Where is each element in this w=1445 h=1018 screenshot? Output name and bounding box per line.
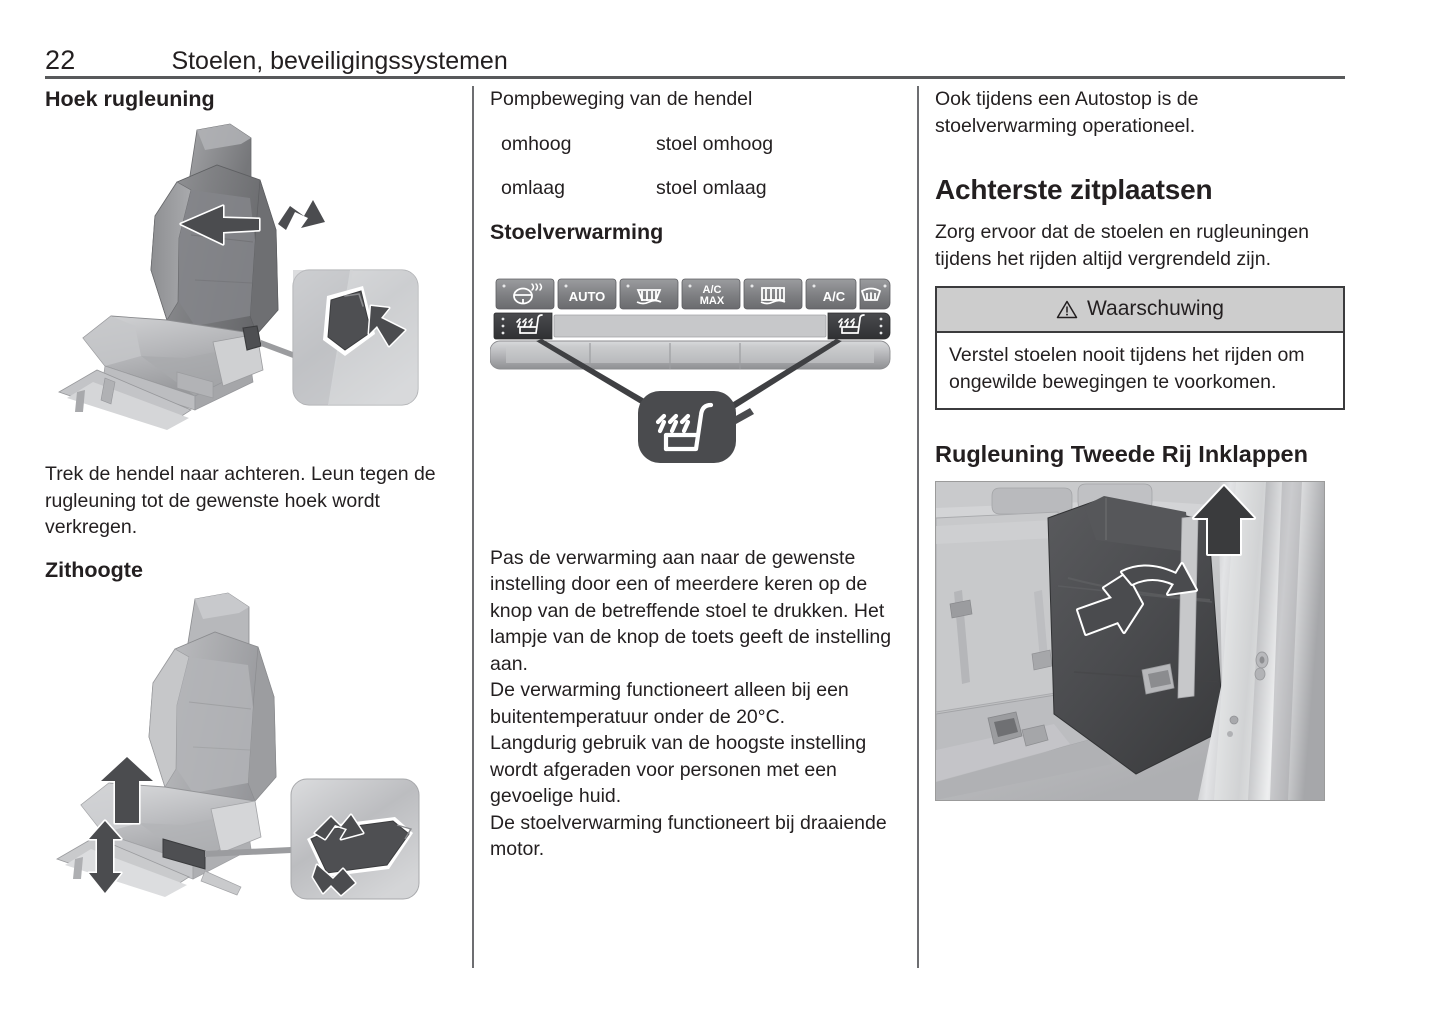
column-divider-2 bbox=[917, 86, 919, 968]
rear-seat-folding-photo bbox=[935, 481, 1325, 801]
page-number: 22 bbox=[45, 45, 76, 75]
definition-desc-omhoog: stoel omhoog bbox=[656, 132, 774, 155]
warning-box-title: Waarschuwing bbox=[1087, 297, 1224, 320]
warning-box bbox=[935, 286, 1345, 410]
column-middle bbox=[490, 86, 895, 863]
rear-seat-photo-svg bbox=[936, 482, 1324, 800]
page-title: Stoelen, beveiligingssystemen bbox=[171, 47, 508, 75]
lead-pompbeweging: Pompbeweging van de hendel bbox=[490, 88, 753, 110]
seat-height-illustration bbox=[45, 589, 450, 909]
heading-hoek-rugleuning: Hoek rugleuning bbox=[45, 87, 215, 111]
svg-text:A/C: A/C bbox=[702, 283, 722, 296]
paragraph-zorg-ervoor: Zorg ervoor dat de stoelen en rugleuningen tijdens het rijden altijd vergrendeld zijn. bbox=[935, 221, 1310, 270]
climate-top-buttons bbox=[496, 279, 890, 309]
heading-stoelverwarming: Stoelverwarming bbox=[490, 219, 664, 244]
svg-text:MAX: MAX bbox=[699, 294, 725, 307]
svg-text:A/C: A/C bbox=[822, 288, 846, 304]
definition-term-omlaag: omlaag bbox=[501, 176, 565, 199]
seat-angle-svg bbox=[45, 120, 450, 445]
paragraph-draaiende-motor: De stoelverwarming functioneert bij draaiende motor. bbox=[490, 811, 887, 860]
svg-text:AUTO: AUTO bbox=[568, 288, 606, 304]
paragraph-langdurig-gebruik: Langdurig gebruik van de hoogste instelling wordt afgeraden voor personen met een gevoelige huid. bbox=[490, 732, 867, 807]
column-right bbox=[935, 86, 1345, 801]
definition-term-omhoog: omhoog bbox=[501, 132, 572, 155]
paragraph-pas-de-verwarming: Pas de verwarming aan naar de gewenste instelling door een of meerdere keren op de knop van de betreffende stoel te drukken. Het lampje van de knop de toets geeft de instelling aan. bbox=[490, 546, 892, 675]
definition-row-omlaag bbox=[490, 175, 895, 201]
seat-backrest-angle-illustration bbox=[45, 120, 450, 445]
definition-row-omhoog bbox=[490, 131, 895, 157]
climate-control-panel-illustration bbox=[490, 271, 895, 521]
page-header bbox=[45, 38, 1345, 74]
warning-box-header bbox=[937, 288, 1343, 333]
climate-panel-svg bbox=[490, 271, 895, 521]
seat-height-svg bbox=[45, 589, 450, 909]
column-left bbox=[45, 86, 450, 909]
header-rule bbox=[45, 76, 1345, 79]
warning-triangle-icon bbox=[1056, 300, 1078, 319]
paragraph-autostop: Ook tijdens een Autostop is de stoelverwarming operationeel. bbox=[935, 88, 1199, 137]
heading-rugleuning-tweede-rij: Rugleuning Tweede Rij Inklappen bbox=[935, 441, 1308, 467]
heading-zithoogte: Zithoogte bbox=[45, 557, 143, 582]
column-divider-1 bbox=[472, 86, 474, 968]
warning-box-body: Verstel stoelen nooit tijdens het rijden om ongewilde bewegingen te voorkomen. bbox=[949, 344, 1305, 393]
definition-desc-omlaag: stoel omlaag bbox=[656, 176, 767, 199]
heading-achterste-zitplaatsen: Achterste zitplaatsen bbox=[935, 174, 1213, 205]
paragraph-buitentemperatuur: De verwarming functioneert alleen bij een buitentemperatuur onder de 20°C. bbox=[490, 679, 849, 728]
paragraph-trek-de-hendel: Trek de hendel naar achteren. Leun tegen de rugleuning tot de gewenste hoek wordt verkregen. bbox=[45, 463, 436, 538]
